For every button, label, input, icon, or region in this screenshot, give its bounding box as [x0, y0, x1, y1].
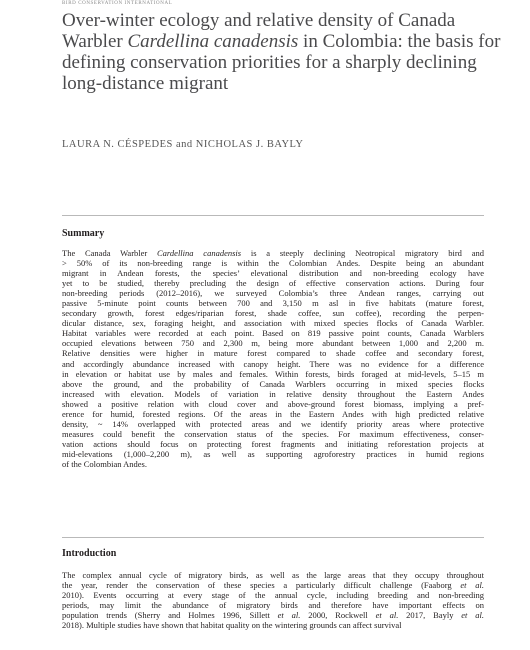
summary-line: vation actions should focus on protecting forest fragments and initiating reforestation projects at [62, 438, 484, 449]
title-part-1: Over-winter ecology and relative density of Canada Warbler [62, 10, 456, 52]
summary-line: density, ~ 14% overlapped with protected areas and we identify priority areas where protective [62, 418, 484, 429]
summary-line: in elevation or habitat use by males and females. Within forests, birds foraged at mid-levels, 5–15 m [62, 368, 484, 379]
article-title [62, 10, 502, 94]
introduction-line: The complex annual cycle of migratory birds, as well as the large areas that they occupy throughout [62, 570, 484, 580]
summary-line: of the Colombian Andes. [62, 458, 147, 469]
introduction-line: population trends (Sherry and Holmes 1996, Sillett et al. 2000, Rockwell et al. 2017, Bayly et al. [62, 610, 484, 621]
divider-top [62, 215, 484, 216]
summary-line: increased with elevation. Models of variation in relative density throughout the Eastern Andes [62, 388, 484, 399]
summary-line: secondary growth, forest edges/riparian forest, shade coffee, sun coffee), recording the perpen- [62, 308, 484, 319]
summary-line: and accordingly abundance increased with canopy height. There was no evidence for a difference [62, 358, 484, 369]
summary-line: above the ground, and the probability of Canada Warblers occurring in mixed species flocks [62, 378, 484, 389]
authors: LAURA N. CÉSPEDES and NICHOLAS J. BAYLY [62, 139, 304, 150]
summary-line: occupied elevations between 750 and 2,300 m, being more abundant between 1,000 and 2,200 m. [62, 338, 484, 349]
summary-heading: Summary [62, 228, 105, 239]
summary-line: dicular distance, sex, foraging height, and association with mixed species flocks of Canada Warbler. [62, 318, 484, 329]
summary-line: measures could benefit the conservation status of the species. For maximum effectiveness, conser- [62, 428, 484, 439]
introduction-line: 2010). Events occurring at every stage of the annual cycle, including breeding and non-breeding [62, 590, 484, 601]
summary-line: non-breeding periods (2012–2016), we surveyed Colombia’s three Andean ranges, carrying out [62, 288, 484, 299]
running-head: BIRD CONSERVATION INTERNATIONAL [62, 1, 173, 6]
summary-line: > 50% of its non-breeding range is within the Colombian Andes. Despite being an abundant [62, 258, 484, 269]
summary-line: yet to be studied, thereby precluding the design of effective conservation actions. During four [62, 278, 484, 289]
summary-line: erence for humid, forested regions. Of the areas in the Eastern Andes with high predicted relative [62, 408, 484, 419]
introduction-line: periods, may limit the abundance of migratory birds and therefore have important effects on [62, 600, 484, 611]
introduction-text [62, 570, 484, 630]
summary-line: The Canada Warbler Cardellina canadensis is a steeply declining Neotropical migratory bird and [62, 248, 484, 258]
summary-text [62, 248, 484, 469]
summary-line: Relative densities were higher in mature forest compared to shade coffee and secondary forest, [62, 348, 484, 359]
introduction-line: the year, render the conservation of these species a particularly difficult challenge (Faaborg et al. [62, 580, 484, 591]
title-part-2: in Colombia: the basis for defining conservation priorities for a sharply declining long-distance migrant [62, 31, 501, 94]
summary-line: mid-elevations (1,000–2,200 m), as well as supporting agroforestry practices in humid regions [62, 448, 484, 459]
summary-line: passive 5-minute point counts between 700 and 3,150 m asl in five habitats (mature forest, [62, 298, 484, 309]
summary-line: Habitat variables were recorded at each point. Based on 819 passive point counts, Canada Warblers [62, 328, 484, 339]
title-species-name: Cardellina canadensis [127, 31, 299, 52]
introduction-line: 2018). Multiple studies have shown that habitat quality on the wintering grounds can affect survival [62, 620, 402, 631]
summary-line: migrant in Andean forests, the species’ elevational distribution and non-breeding ecology have [62, 268, 484, 279]
summary-line: showed a positive relation with cloud cover and above-ground forest biomass, implying a pref- [62, 398, 484, 409]
introduction-heading: Introduction [62, 548, 117, 559]
divider-bottom [62, 537, 484, 538]
